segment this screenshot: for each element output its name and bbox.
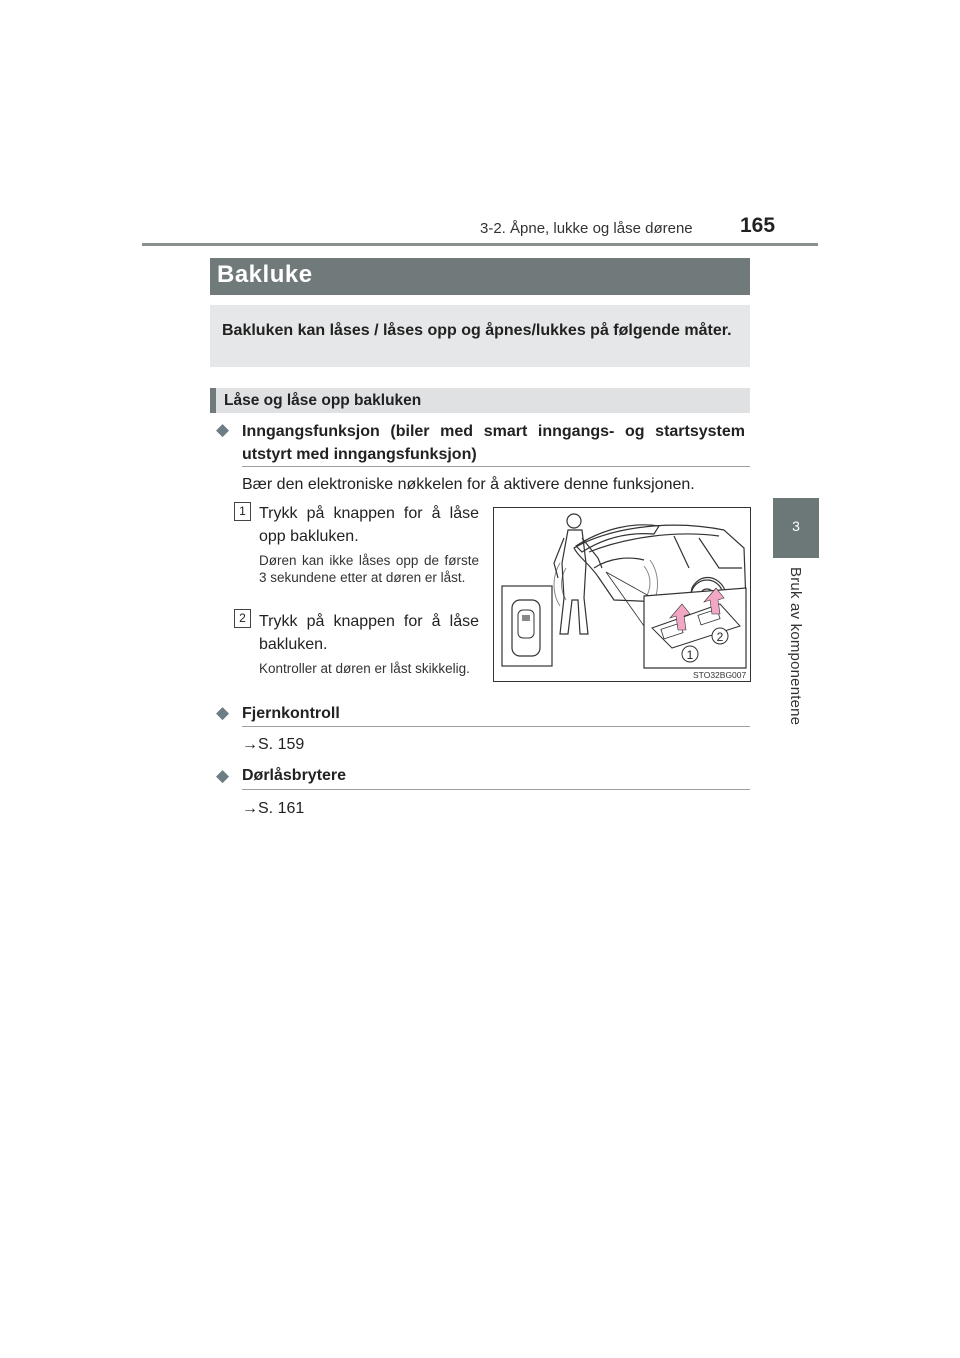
section-text: Bær den elektroniske nøkkelen for å aktivere denne funksjonen. [242, 476, 695, 493]
step-text-1: Trykk på knappen for å låse opp bakluken. [259, 505, 479, 545]
callout-1: 1 [686, 648, 694, 662]
step-note-1: Døren kan ikke låses opp de første 3 sekundene etter at døren er låst. [259, 553, 479, 585]
figure-code: STO32BG007 [693, 670, 747, 680]
page-reference-link[interactable]: →S. 159 [242, 736, 305, 753]
callout-2: 2 [716, 630, 724, 644]
chapter-title: Bruk av komponentene [787, 567, 804, 726]
subheading: Låse og låse opp bakluken [224, 392, 422, 409]
section-heading-door-switches: Dørlåsbrytere [242, 767, 347, 784]
running-header-section: 3-2. Åpne, lukke og låse dørene [480, 220, 693, 237]
page-title: Bakluke [217, 261, 313, 288]
header-rule [142, 243, 818, 246]
step-number-2: 2 [234, 609, 251, 628]
section-rule [242, 466, 750, 467]
step-note-2: Kontroller at døren er låst skikkelig. [259, 661, 470, 676]
step-text-2: Trykk på knappen for å låse bakluken. [259, 613, 479, 653]
diamond-icon: ◆ [216, 420, 230, 439]
subheading-accent [210, 388, 216, 413]
page-number: 165 [740, 214, 776, 237]
step-number-1: 1 [234, 502, 251, 521]
tailgate-illustration [494, 508, 750, 681]
page-reference-link[interactable]: →S. 161 [242, 800, 305, 817]
section-rule [242, 726, 750, 727]
intro-text: Bakluken kan låses / låses opp og åpnes/lukkes på følgende måter. [222, 322, 732, 339]
section-rule [242, 789, 750, 790]
chapter-number: 3 [792, 518, 800, 534]
section-heading-remote: Fjernkontroll [242, 705, 340, 722]
diamond-icon: ◆ [216, 703, 230, 722]
illustration-tailgate [493, 507, 751, 682]
section-heading-entry-function: Inngangsfunksjon (biler med smart inngangs- og startsystem utstyrt med inngangsfunksjon) [242, 423, 745, 463]
diamond-icon: ◆ [216, 766, 230, 785]
